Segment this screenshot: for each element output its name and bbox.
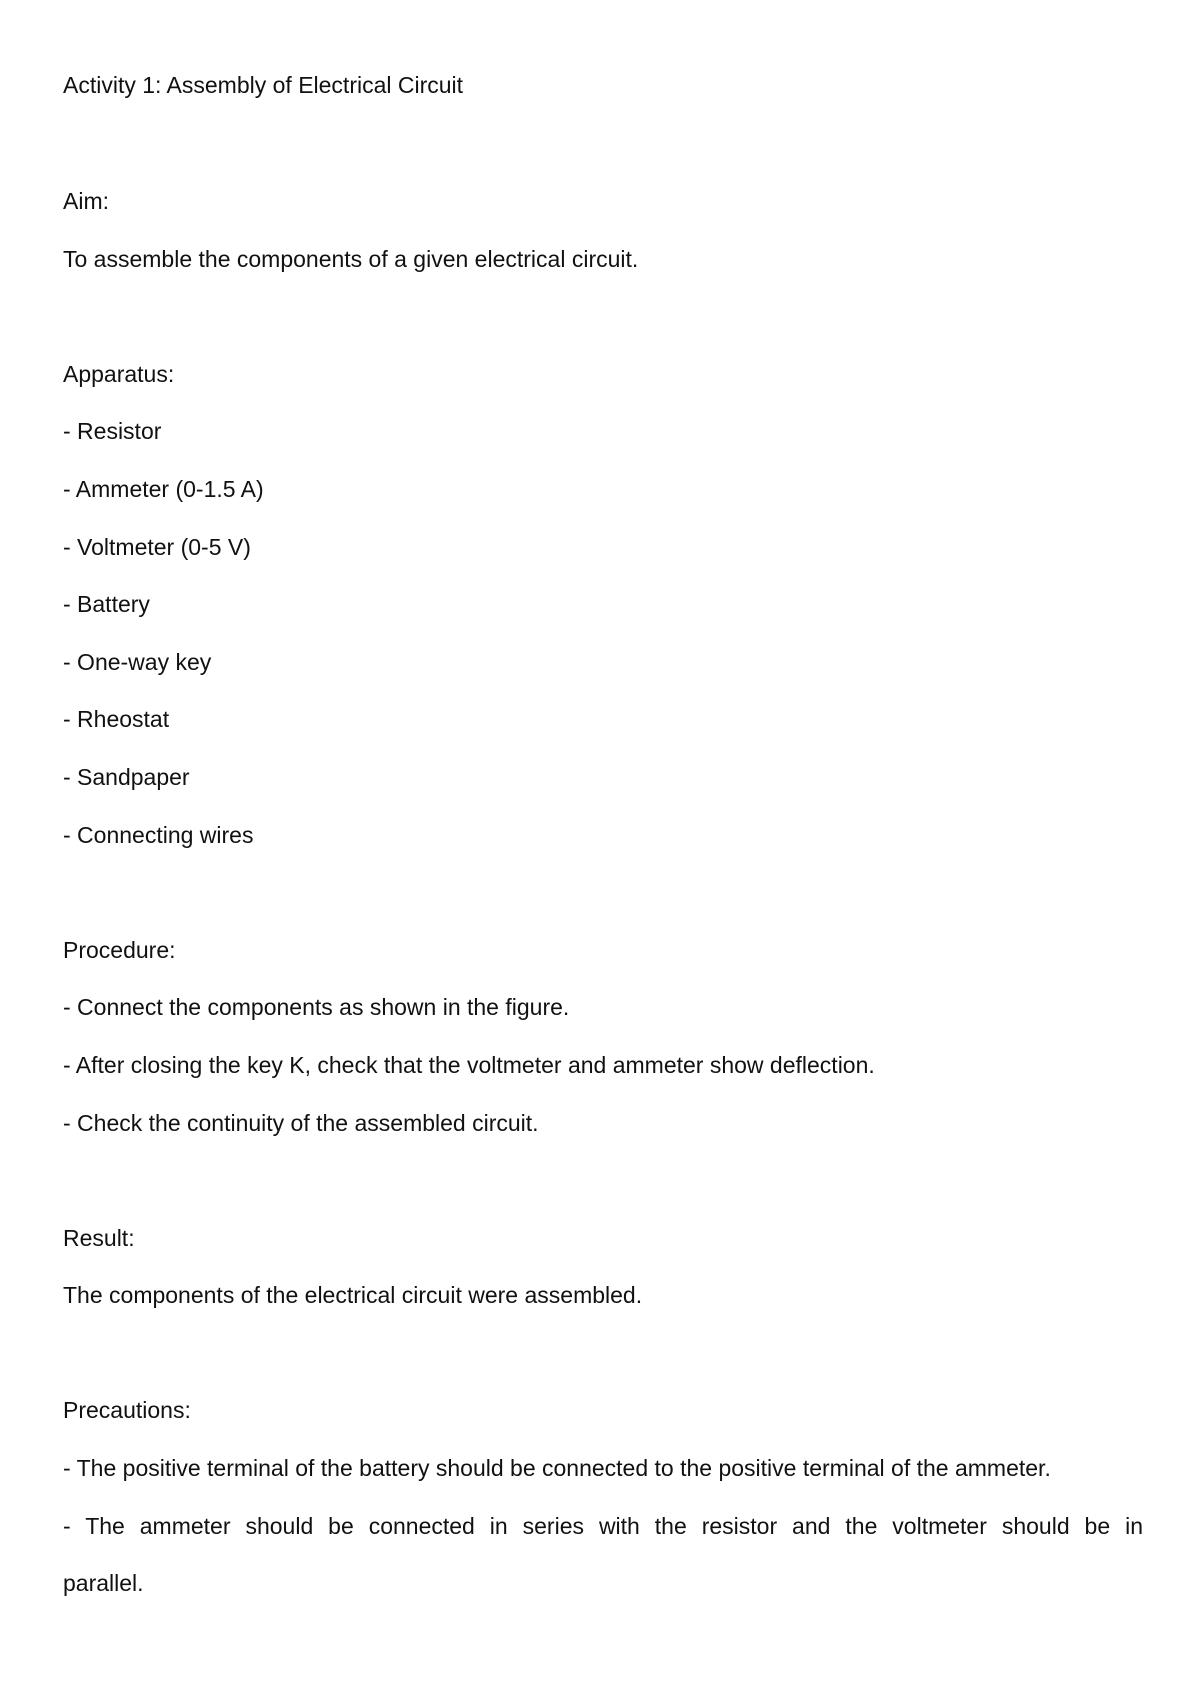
apparatus-item: - Ammeter (0-1.5 A): [63, 476, 264, 502]
precaution-item: - The positive terminal of the battery should be connected to the positive terminal of the ammeter.: [63, 1455, 1051, 1481]
procedure-step: - After closing the key K, check that the voltmeter and ammeter show deflection.: [63, 1052, 875, 1078]
procedure-step: - Connect the components as shown in the figure.: [63, 994, 570, 1020]
result-text: The components of the electrical circuit were assembled.: [63, 1282, 643, 1308]
result-heading: Result:: [63, 1225, 135, 1251]
apparatus-item: - Resistor: [63, 418, 162, 444]
aim-text: To assemble the components of a given electrical circuit.: [63, 246, 639, 272]
aim-heading: Aim:: [63, 188, 109, 214]
apparatus-item: - Voltmeter (0-5 V): [63, 534, 251, 560]
precaution-item: - The ammeter should be connected in series with the resistor and the voltmeter should be in: [63, 1513, 1143, 1539]
procedure-heading: Procedure:: [63, 937, 176, 963]
precautions-heading: Precautions:: [63, 1397, 191, 1423]
apparatus-item: - Connecting wires: [63, 822, 254, 848]
apparatus-item: - Battery: [63, 591, 150, 617]
apparatus-heading: Apparatus:: [63, 361, 175, 387]
precaution-item-continued: parallel.: [63, 1570, 144, 1596]
apparatus-item: - Rheostat: [63, 706, 170, 732]
apparatus-item: - Sandpaper: [63, 764, 190, 790]
apparatus-item: - One-way key: [63, 649, 212, 675]
activity-title: Activity 1: Assembly of Electrical Circuit: [63, 72, 464, 98]
procedure-step: - Check the continuity of the assembled circuit.: [63, 1110, 539, 1136]
